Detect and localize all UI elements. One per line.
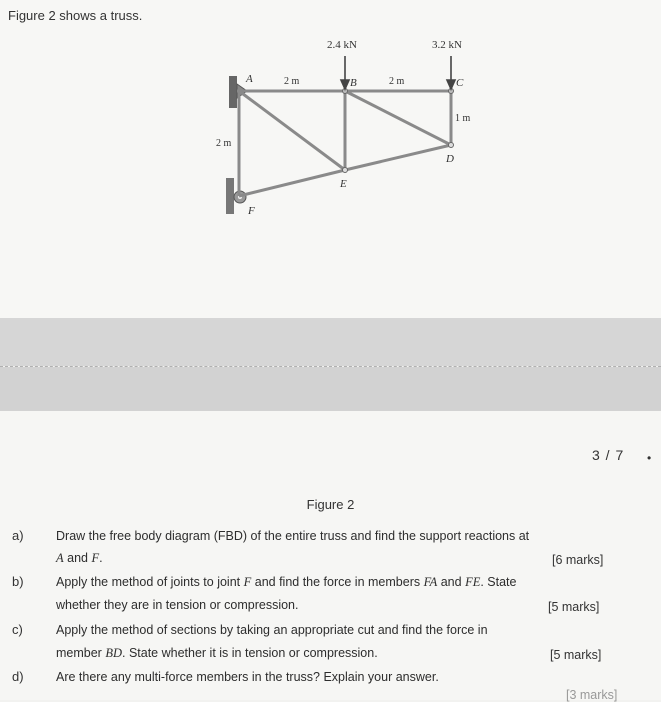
question-b-marks: [5 marks] <box>548 600 600 614</box>
node-label-b: B <box>350 77 357 89</box>
symbol-f: F <box>91 551 100 565</box>
gray-band-top <box>0 318 661 366</box>
load-label-b: 2.4 kN <box>327 39 357 51</box>
node-label-e: E <box>340 178 347 190</box>
member-ed <box>345 145 451 170</box>
question-b-letter: b) <box>12 574 24 589</box>
question-a-letter: a) <box>12 528 24 543</box>
dim-label-cd: 1 m <box>455 113 471 124</box>
node-label-d: D <box>446 153 454 165</box>
figure-caption: Figure 2 <box>306 497 355 512</box>
question-b-line-1: Apply the method of joints to joint F and find the force in members FA and FE. State <box>56 575 517 589</box>
arrow-head-c <box>447 80 455 89</box>
joint-d <box>449 143 454 148</box>
member-fe <box>239 170 345 196</box>
gray-band-bottom <box>0 367 661 411</box>
question-c-line-1: Apply the method of sections by taking an appropriate cut and find the force in <box>56 623 488 637</box>
node-label-f: F <box>248 205 255 217</box>
question-a-line-1: Draw the free body diagram (FBD) of the entire truss and find the support reactions at <box>56 529 530 543</box>
question-c-line-2: member BD. State whether it is in tension or compression. <box>56 646 378 660</box>
dim-label-af: 2 m <box>216 138 232 149</box>
node-label-c: C <box>456 77 464 89</box>
dim-label-bc: 2 m <box>389 76 405 87</box>
question-d-marks: [3 marks] <box>566 688 618 702</box>
decorative-dot: • <box>647 451 652 465</box>
question-d-letter: d) <box>12 669 24 684</box>
node-label-a: A <box>246 73 253 85</box>
symbol-a: A <box>56 551 64 565</box>
load-label-c: 3.2 kN <box>432 39 462 51</box>
wall-support-a <box>229 76 237 108</box>
page-number: 3 / 7 <box>592 447 625 463</box>
member-ae <box>239 91 345 170</box>
joint-e <box>343 168 348 173</box>
truss-diagram <box>0 0 661 318</box>
question-d-line-1: Are there any multi-force members in the truss? Explain your answer. <box>56 670 439 684</box>
wall-support-f <box>226 178 234 214</box>
question-c-letter: c) <box>12 622 23 637</box>
question-a-line-2: A and F. <box>56 551 103 565</box>
question-c-marks: [5 marks] <box>550 648 602 662</box>
question-b-line-2: whether they are in tension or compression. <box>56 598 299 612</box>
question-a-marks: [6 marks] <box>552 553 604 567</box>
intro-text: Figure 2 shows a truss. <box>8 8 143 23</box>
arrow-head-b <box>341 80 349 89</box>
dim-label-ab: 2 m <box>284 76 300 87</box>
member-bd <box>345 91 451 145</box>
